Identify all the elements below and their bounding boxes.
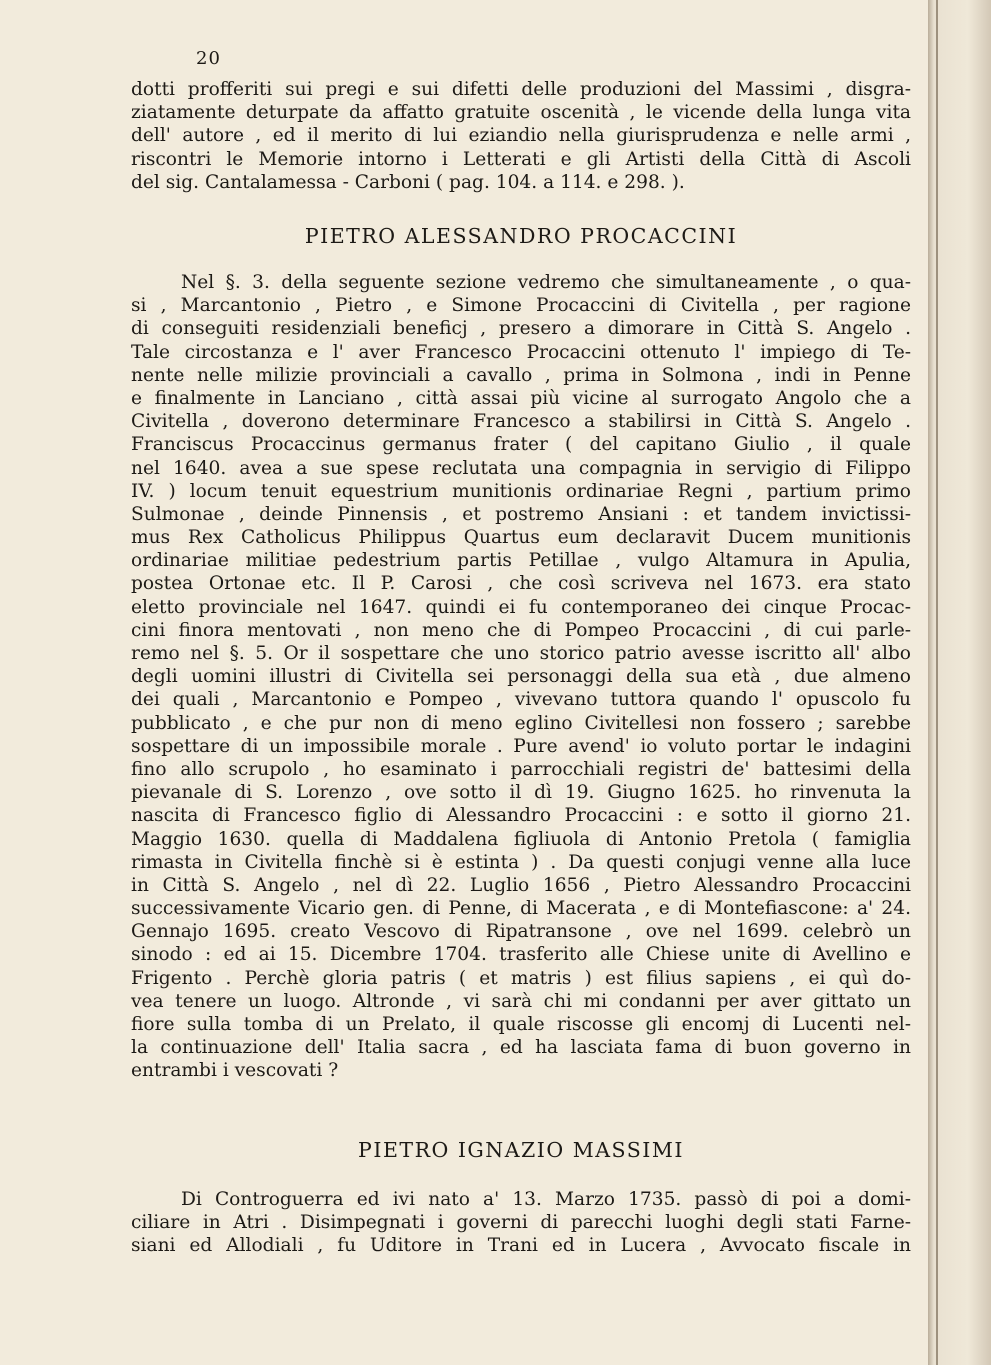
text-line: rimasta in Civitella finchè si è estinta ) . Da questi conjugi venne alla luce	[131, 851, 911, 873]
text-block-massimi	[131, 1188, 911, 1258]
text-line: siani ed Allodiali , fu Uditore in Trani ed in Lucera , Avvocato fiscale in	[131, 1235, 911, 1257]
section-heading-procaccini: PIETRO ALESSANDRO PROCACCINI	[304, 224, 738, 248]
text-line: Sulmonae , deinde Pinnensis , et postremo Ansiani : et tandem invictissi-	[131, 503, 911, 525]
text-line: nascita di Francesco figlio di Alessandro Procaccini : e sotto il giorno 21.	[131, 805, 911, 827]
text-line: dotti profferiti sui pregi e sui difetti delle produzioni del Massimi , disgra-	[131, 79, 911, 100]
text-line: remo nel §. 5. Or il sospettare che uno storico patrio avesse iscritto all' albo	[131, 643, 911, 664]
text-line: sinodo : ed ai 15. Dicembre 1704. trasferito alle Chiese unite di Avellino e	[131, 944, 911, 966]
text-line: Maggio 1630. quella di Maddalena figliuola di Antonio Pretola ( famiglia	[131, 828, 911, 850]
text-line: pievanale di S. Lorenzo , ove sotto il dì 19. Giugno 1625. ho rinvenuta la	[131, 782, 911, 804]
text-block-top	[131, 78, 911, 194]
page-number: 20	[196, 48, 221, 69]
text-line: IV. ) locum tenuit equestrium munitionis ordinariae Regni , partium primo	[131, 480, 911, 502]
text-line: in Città S. Angelo , nel dì 22. Luglio 1656 , Pietro Alessandro Procaccini	[131, 874, 911, 896]
text-line: postea Ortonae etc. Il P. Carosi , che così scriveva nel 1673. era stato	[131, 573, 911, 595]
text-line: nel 1640. avea a sue spese reclutata una compagnia in servigio di Filippo	[131, 457, 911, 479]
text-block-procaccini	[131, 271, 911, 1083]
text-line: Frigento . Perchè gloria patris ( et matris ) est filius sapiens , ei quì do-	[131, 967, 911, 989]
text-line: pubblicato , e che pur non di meno eglino Civitellesi non fossero ; sarebbe	[131, 712, 911, 734]
text-line: entrambi i vescovati ?	[131, 1060, 339, 1082]
text-line: degli uomini illustri di Civitella sei personaggi della sua età , due almeno	[131, 666, 911, 688]
text-line: del sig. Cantalamessa - Carboni ( pag. 104. a 114. e 298. ).	[131, 171, 685, 193]
text-line: Gennajo 1695. creato Vescovo di Ripatransone , ove nel 1699. celebrò un	[131, 921, 911, 943]
text-line: Tale circostanza e l' aver Francesco Procaccini ottenuto l' impiego di Te-	[131, 341, 911, 363]
text-line: e finalmente in Lanciano , città assai più vicine al surrogato Angolo che a	[131, 387, 911, 409]
text-line: fiore sulla tomba di un Prelato, il quale riscosse gli encomj di Lucenti nel-	[131, 1014, 911, 1035]
text-line: Franciscus Procaccinus germanus frater ( del capitano Giulio , il quale	[131, 434, 911, 456]
text-line: cini finora mentovati , non meno che di Pompeo Procaccini , di cui parle-	[131, 619, 911, 641]
text-line: ziatamente deturpate da affatto gratuite oscenità , le vicende della lunga vita	[131, 102, 911, 124]
text-line: nente nelle milizie provinciali a cavallo , prima in Solmona , indi in Penne	[131, 364, 911, 386]
text-line: ordinariae militiae pedestrium partis Petillae , vulgo Altamura in Apulia,	[131, 550, 911, 572]
text-line: la continuazione dell' Italia sacra , ed ha lasciata fama di buon governo in	[131, 1037, 911, 1059]
text-line: Nel §. 3. della seguente sezione vedremo che simultaneamente , o qua-	[181, 272, 911, 293]
text-line: si , Marcantonio , Pietro , e Simone Procaccini di Civitella , per ragione	[131, 295, 911, 317]
text-line: successivamente Vicario gen. di Penne, di Macerata , e di Montefiascone: a' 24.	[131, 898, 911, 920]
text-line: di conseguiti residenziali beneficj , presero a dimorare in Città S. Angelo .	[131, 318, 911, 340]
text-line: fino allo scrupolo , ho esaminato i parrocchiali registri de' battesimi della	[131, 758, 911, 780]
text-line: vea tenere un luogo. Altronde , vi sarà chi mi condanni per aver gittato un	[131, 990, 911, 1012]
text-line: dell' autore , ed il merito di lui eziandio nella giurisprudenza e nelle armi ,	[131, 125, 911, 147]
section-heading-massimi: PIETRO IGNAZIO MASSIMI	[358, 1138, 684, 1162]
text-line: ciliare in Atri . Disimpegnati i governi di parecchi luoghi degli stati Farne-	[131, 1212, 911, 1234]
text-line: Civitella , doverono determinare Francesco a stabilirsi in Città S. Angelo .	[131, 411, 911, 433]
page-edge-line	[936, 0, 938, 1365]
text-line: mus Rex Catholicus Philippus Quartus eum declaravit Ducem munitionis	[131, 527, 911, 549]
text-line: eletto provinciale nel 1647. quindi ei fu contemporaneo dei cinque Procac-	[131, 596, 911, 618]
text-line: dei quali , Marcantonio e Pompeo , vivevano tuttora quando l' opuscolo fu	[131, 689, 911, 711]
text-line: sospettare di un impossibile morale . Pure avend' io voluto portar le indagini	[131, 735, 911, 757]
text-line: Di Controguerra ed ivi nato a' 13. Marzo 1735. passò di poi a domi-	[181, 1189, 911, 1210]
text-line: riscontri le Memorie intorno i Letterati e gli Artisti della Città di Ascoli	[131, 148, 911, 170]
